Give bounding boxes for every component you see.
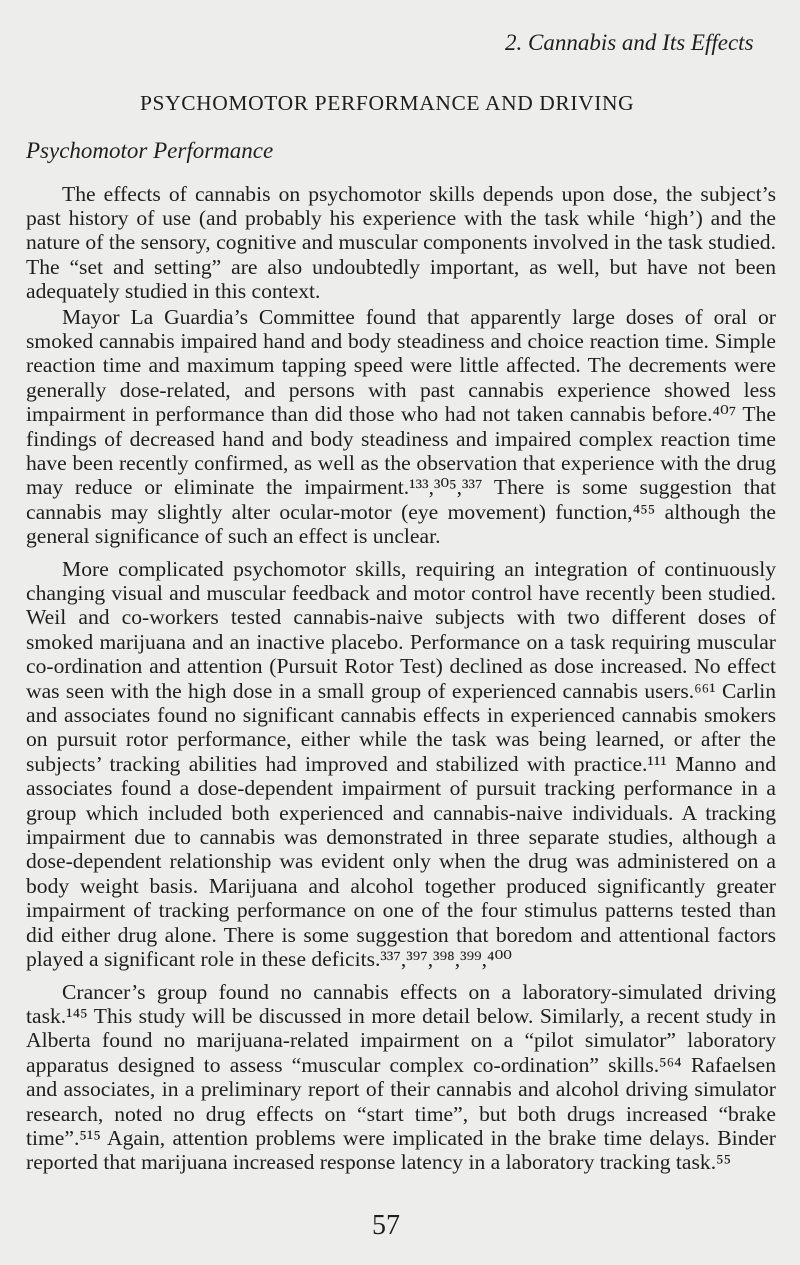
paragraph-1: The effects of cannabis on psychomotor skills depends upon dose, the subject’s past history of use (and probably his experience with the task while ‘high’) and the nature of the sensory, cognitive and muscular components involved in the task studied. The “set and setting” are also undoubtedly important, as well, but have not been adequately studied in this context.	[26, 181, 776, 304]
section-title: PSYCHOMOTOR PERFORMANCE AND DRIVING	[140, 91, 635, 115]
page-number: 57	[372, 1210, 400, 1241]
running-head: 2. Cannabis and Its Effects	[505, 30, 754, 55]
paragraph-4: Crancer’s group found no cannabis effects on a laboratory-simulated driving task.¹⁴⁵ This study will be discussed in more detail below. Similarly, a recent study in Alberta found no marijuana-related impairment on a “pilot simulator” laboratory apparatus designed to assess “muscular complex co-ordination” skills.⁵⁶⁴ Rafaelsen and associates, in a preliminary report of their cannabis and alcohol driving simulator research, noted no drug effects on “start time”, but both drugs increased “brake time”.⁵¹⁵ Again, attention problems were implicated in the brake time delays. Binder reported that marijuana increased response latency in a laboratory tracking task.⁵⁵	[26, 979, 776, 1175]
paragraph-3: More complicated psychomotor skills, requiring an integration of continuously changing visual and muscular feedback and motor control have recently been studied. Weil and co-workers tested cannabis-naive subjects with two different doses of smoked marijuana and an inactive placebo. Performance on a task requiring muscular co-ordination and attention (Pursuit Rotor Test) declined as dose increased. No effect was seen with the high dose in a small group of experienced cannabis users.⁶⁶¹ Carlin and associates found no significant cannabis effects in experienced cannabis smokers on pursuit rotor performance, either while the task was being learned, or after the subjects’ tracking abilities had improved and stabilized with practice.¹¹¹ Manno and associates found a dose-dependent impairment of pursuit tracking performance in a group which included both experienced and cannabis-naive individuals. A tracking impairment due to cannabis was demonstrated in three separate studies, although a dose-dependent relationship was evident only when the drug was administered on a body weight basis. Marijuana and alcohol together produced significantly greater impairment of tracking performance on one of the four stimulus patterns tested than did either drug alone. There is some suggestion that boredom and attentional factors played a significant role in these deficits.³³⁷,³⁹⁷,³⁹⁸,³⁹⁹,⁴⁰⁰	[26, 556, 776, 972]
subsection-title: Psychomotor Performance	[26, 138, 274, 163]
paragraph-2: Mayor La Guardia’s Committee found that apparently large doses of oral or smoked cannabis impaired hand and body steadiness and choice reaction time. Simple reaction time and maximum tapping speed were little affected. The decrements were generally dose-related, and persons with past cannabis experience showed less impairment in performance than did those who had not taken cannabis before.⁴⁰⁷ The findings of decreased hand and body steadiness and impaired complex reaction time have been recently confirmed, as well as the observation that experience with the drug may reduce or eliminate the impairment.¹³³,³⁰⁵,³³⁷ There is some suggestion that cannabis may slightly alter ocular-motor (eye movement) function,⁴⁵⁵ although the general significance of such an effect is unclear.	[26, 304, 776, 549]
